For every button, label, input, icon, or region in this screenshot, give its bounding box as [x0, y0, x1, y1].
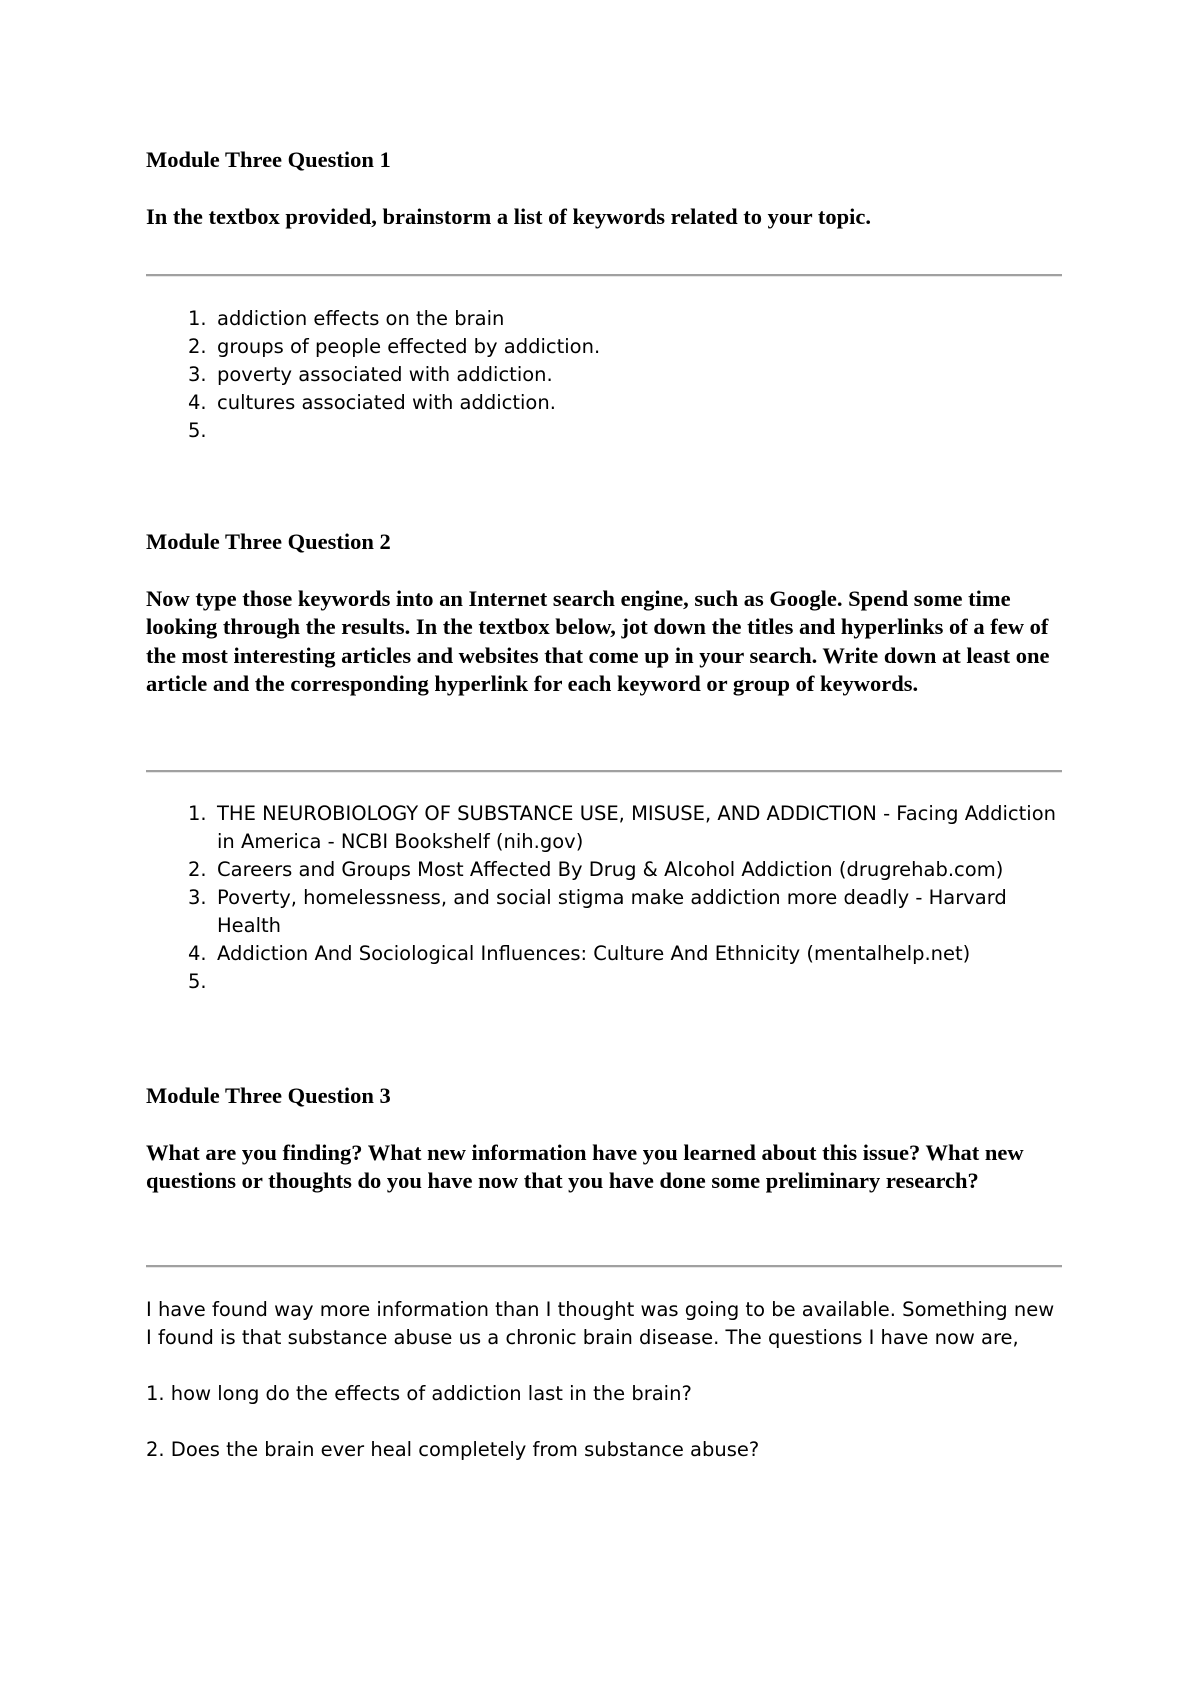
answer-question-2: 2. Does the brain ever heal completely from substance abuse? — [146, 1438, 760, 1461]
answer-paragraph: I have found way more information than I thought was going to be available. Something new I found is that substance abuse us a chronic brain disease. The questions I have now are, — [146, 1298, 1055, 1349]
question-1-prompt: In the textbox provided, brainstorm a list of keywords related to your topic. — [146, 204, 871, 229]
answer-divider-2 — [146, 770, 1062, 772]
answer-divider-1 — [146, 274, 1062, 276]
list-item: 3. Poverty, homelessness, and social stigma make addiction more deadly - Harvard Health — [188, 886, 1007, 937]
question-2-prompt: Now type those keywords into an Internet search engine, such as Google. Spend some time looking through the results. In the textbox below, jot down the titles and hyperlinks of a few of the most interesting articles and websites that come up in your search. Write down at least one article and the corresponding hyperlink for each keyword or group of keywords. — [146, 586, 1050, 696]
question-3-prompt: What are you finding? What new information have you learned about this issue? What new questions or thoughts do you have now that you have done some preliminary research? — [146, 1140, 1024, 1194]
answer-divider-3 — [146, 1265, 1062, 1267]
list-item: 3. poverty associated with addiction. — [188, 363, 553, 386]
article-list: 1. THE NEUROBIOLOGY OF SUBSTANCE USE, MISUSE, AND ADDICTION - Facing Addiction in America - NCBI Bookshelf (nih.gov) 2. Careers and Groups Most Affected By Drug & Alcohol Addiction (drugrehab.com) 3. Poverty, homelessness, and social stigma make addiction more deadly - Harvard Health 4. Addiction And Sociological Influences: Culture And Ethnicity (mentalhelp.net) 5. — [146, 800, 1062, 968]
list-item: 2. groups of people effected by addiction. — [188, 335, 601, 358]
question-3-answer-box[interactable] — [146, 1296, 1062, 1464]
question-2-section — [146, 528, 1062, 698]
answer-question-1: 1. how long do the effects of addiction last in the brain? — [146, 1382, 692, 1405]
question-3-section — [146, 1082, 1062, 1196]
question-1-answer-box[interactable] — [146, 305, 1062, 442]
question-2-title: Module Three Question 2 — [146, 529, 391, 554]
list-item: 4. Addiction And Sociological Influences: Culture And Ethnicity (mentalhelp.net) — [188, 942, 971, 965]
question-2-answer-box[interactable] — [146, 800, 1062, 993]
list-item: 4. cultures associated with addiction. — [188, 391, 556, 414]
list-item: 1. addiction effects on the brain — [188, 307, 505, 330]
question-3-title: Module Three Question 3 — [146, 1083, 391, 1108]
keyword-list: 1. addiction effects on the brain 2. groups of people effected by addiction. 3. poverty associated with addiction. 4. cultures associated with addiction. 5. — [146, 305, 1062, 417]
list-item: 1. THE NEUROBIOLOGY OF SUBSTANCE USE, MISUSE, AND ADDICTION - Facing Addiction in America - NCBI Bookshelf (nih.gov) — [188, 802, 1056, 853]
question-1-title: Module Three Question 1 — [146, 147, 391, 172]
question-1-section — [146, 146, 1062, 231]
list-item: 2. Careers and Groups Most Affected By Drug & Alcohol Addiction (drugrehab.com) — [188, 858, 1004, 881]
